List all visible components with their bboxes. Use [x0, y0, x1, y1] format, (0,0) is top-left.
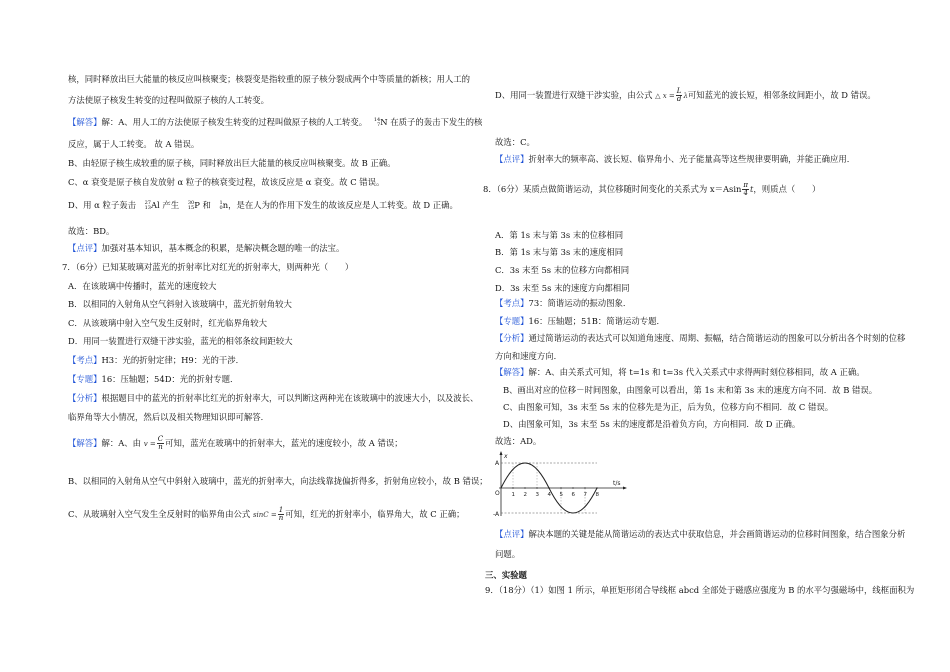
- text-line: 临界角等大小情况，然后以及相关物理知识即可解答．: [68, 412, 269, 422]
- text-line: D、用 α 粒子轰击 27 13 Al 产生 30 15 P 和 1 0 n，是在人为的作用下发生的故该反应是人工转变。故 D 正确。: [68, 199, 458, 211]
- answer-line: 【解答】解：A、用人工的方法使原子核发生转变的过程叫做原子核的人工转变。 14 7 N 在质子的轰击下发生的核: [68, 116, 483, 128]
- option-b: B．以相同的入射角从空气斜射入该玻璃中，蓝光折射角较大: [68, 299, 292, 309]
- question-9: 9．（18分）（1）如图 1 所示，单匝矩形闭合导线框 abcd 全部处于磁感应强度为 B 的水平匀强磁场中，线框面积为: [485, 585, 915, 595]
- text-line: B、由轻原子核生成较重的原子核，同时释放出巨大能量的核反应叫核聚变。故 B 正确。: [68, 158, 396, 168]
- comment-line: 【点评】折射率大的频率高、波长短、临界角小、光子能量高等这些规律要明确，并能正确应用．: [495, 154, 856, 164]
- zhuanti-line: 【专题】16：压轴题；54D：光的折射专题．: [68, 374, 239, 384]
- option-d: D．3s 末至 5s 末的速度方向都相同: [495, 283, 630, 293]
- origin-label: O: [495, 490, 500, 497]
- formula: v =: [143, 440, 156, 448]
- text-line: C、α 衰变是原子核自发放射 α 粒子的核衰变过程，故该反应是 α 衰变。故 C 错误。: [68, 177, 385, 187]
- option-d: D．用同一装置进行双缝干涉实验，蓝光的相邻条纹间距较大: [68, 336, 293, 346]
- text-line: 反应，属于人工转变。 故 A 错误。: [68, 139, 200, 149]
- option-a: A．在该玻璃中传播时，蓝光的速度较大: [68, 281, 217, 291]
- tick-label: 1: [511, 492, 515, 498]
- text-line: B、画出对应的位移－时间图象，由图象可以看出，第 1s 末和第 3s 末的速度方向不同．故 B 错误。: [503, 385, 878, 395]
- section-heading: 三、实验题: [485, 570, 527, 580]
- text-line: 核，同时释放出巨大能量的核反应叫核聚变；核裂变是指较重的原子核分裂成两个中等质量的新核；用人工的: [68, 74, 470, 84]
- comment-line: 【点评】加强对基本知识，基本概念的积累，是解决概念题的唯一的法宝。: [68, 243, 345, 253]
- fraction: $\frac{\pi}{4}$: [743, 181, 748, 197]
- y-axis-arrow: [500, 451, 503, 455]
- tick-label: 5: [559, 492, 563, 498]
- text-line: 方法使原子核发生转变的过程叫做原子核的人工转变。: [68, 95, 269, 105]
- text-line: D、用同一装置进行双缝干涉实验，由公式 △ x = $\frac{L}{d}$ λ可知蓝光的波长短，相邻条纹间距小，故 D 错误。: [495, 87, 876, 103]
- tick-labels: [512, 487, 600, 498]
- fraction: $\frac{1}{n}$: [278, 506, 284, 522]
- text-line: C、从玻璃射入空气发生全反射时的临界角由公式 sinC = $\frac{1}{n}$ 可知，红光的折射率小，临界角大，故 C 正确；: [68, 506, 465, 522]
- text-line: 故选：C。: [495, 137, 535, 147]
- option-a: A．第 1s 末与第 3s 末的位移相同: [495, 230, 624, 240]
- tick-label: 3: [535, 492, 539, 498]
- text-line: 故选：AD。: [495, 436, 542, 446]
- nuclide-notation: 14 7: [373, 116, 381, 128]
- text-line: C、由图象可知，3s 末至 5s 末的位移先是为正，后为负，位移方向不相同．故 C 错误。: [503, 402, 834, 412]
- text-line: B、以相同的入射角从空气中斜射入玻璃中，蓝光的折射率大，向法线靠拢偏折得多，折射角应较小，故 B 错误；: [68, 476, 488, 486]
- option-c: C．3s 末至 5s 末的位移方向都相同: [495, 265, 630, 275]
- comment-line: 【点评】解决本题的关键是能从简谐运动的表达式中获取信息，并会画简谐运动的位移时间图象，结合图象分析: [495, 529, 906, 539]
- fenxi-line: 【分析】通过简谐运动的表达式可以知道角速度、周期、振幅，结合简谐运动的图象可以分析出各个时刻的位移: [495, 333, 906, 343]
- kaodian-line: 【考点】H3：光的折射定律；H9：光的干涉．: [68, 355, 245, 365]
- question-7: 7．（6分）已知某玻璃对蓝光的折射率比对红光的折射率大，则两种光（ ）: [62, 262, 354, 272]
- tick-label: 2: [523, 492, 527, 498]
- tick-label: 4: [547, 492, 551, 498]
- tick-label: 6: [571, 492, 575, 498]
- x-axis-arrow: [623, 487, 627, 490]
- fenxi-line: 【分析】根据题目中的蓝光的折射率比红光的折射率大，可以判断这两种光在该玻璃中的波速大小，以及波长、: [68, 393, 479, 403]
- text-line: 问题。: [495, 549, 521, 559]
- answer-line: 【解答】解：A、由 v = $\frac{C}{n}$ 可知，蓝光在玻璃中的折射率大，蓝光的速度较小，故 A 错误；: [68, 435, 403, 451]
- formula: △ x =: [655, 92, 675, 100]
- comment-tag: 【点评】: [68, 243, 102, 253]
- answer-tag: 【解答】: [68, 117, 102, 127]
- formula: sinC =: [252, 511, 277, 519]
- text-line: 方向和速度方向．: [495, 351, 562, 361]
- answer-line: 【解答】解：A、由关系式可知，将 t=1s 和 t=3s 代入关系式中求得两时刻位移相同，故 A 正确。: [495, 367, 865, 377]
- fraction: $\frac{L}{d}$: [676, 87, 682, 103]
- displacement-time-graph: [493, 450, 629, 518]
- text-line: D、由图象可知，3s 末至 5s 末的速度都是沿着负方向，方向相同．故 D 正确。: [503, 419, 801, 429]
- amp-pos-label: A: [495, 460, 500, 467]
- y-label: x: [504, 453, 508, 460]
- tick-label: 7: [583, 492, 587, 498]
- option-c: C．从该玻璃中射入空气发生反射时，红光临界角较大: [68, 318, 268, 328]
- option-b: B．第 1s 末与第 3s 末的速度相同: [495, 247, 624, 257]
- tick-label: 8: [595, 492, 599, 498]
- x-label: t/s: [613, 480, 621, 487]
- text-line: 故选：BD。: [68, 226, 115, 236]
- fraction: $\frac{C}{n}$: [157, 435, 164, 451]
- question-8: 8．（6分）某质点做简谐运动，其位移随时间变化的关系式为 x＝Asin $\frac{\pi}{4}$ t，则质点（ ）: [483, 181, 821, 197]
- zhuanti-line: 【专题】16：压轴题；51B：简谐运动专题．: [495, 316, 665, 326]
- kaodian-line: 【考点】73：简谐运动的振动图象．: [495, 298, 632, 308]
- amp-neg-label: -A: [493, 511, 500, 518]
